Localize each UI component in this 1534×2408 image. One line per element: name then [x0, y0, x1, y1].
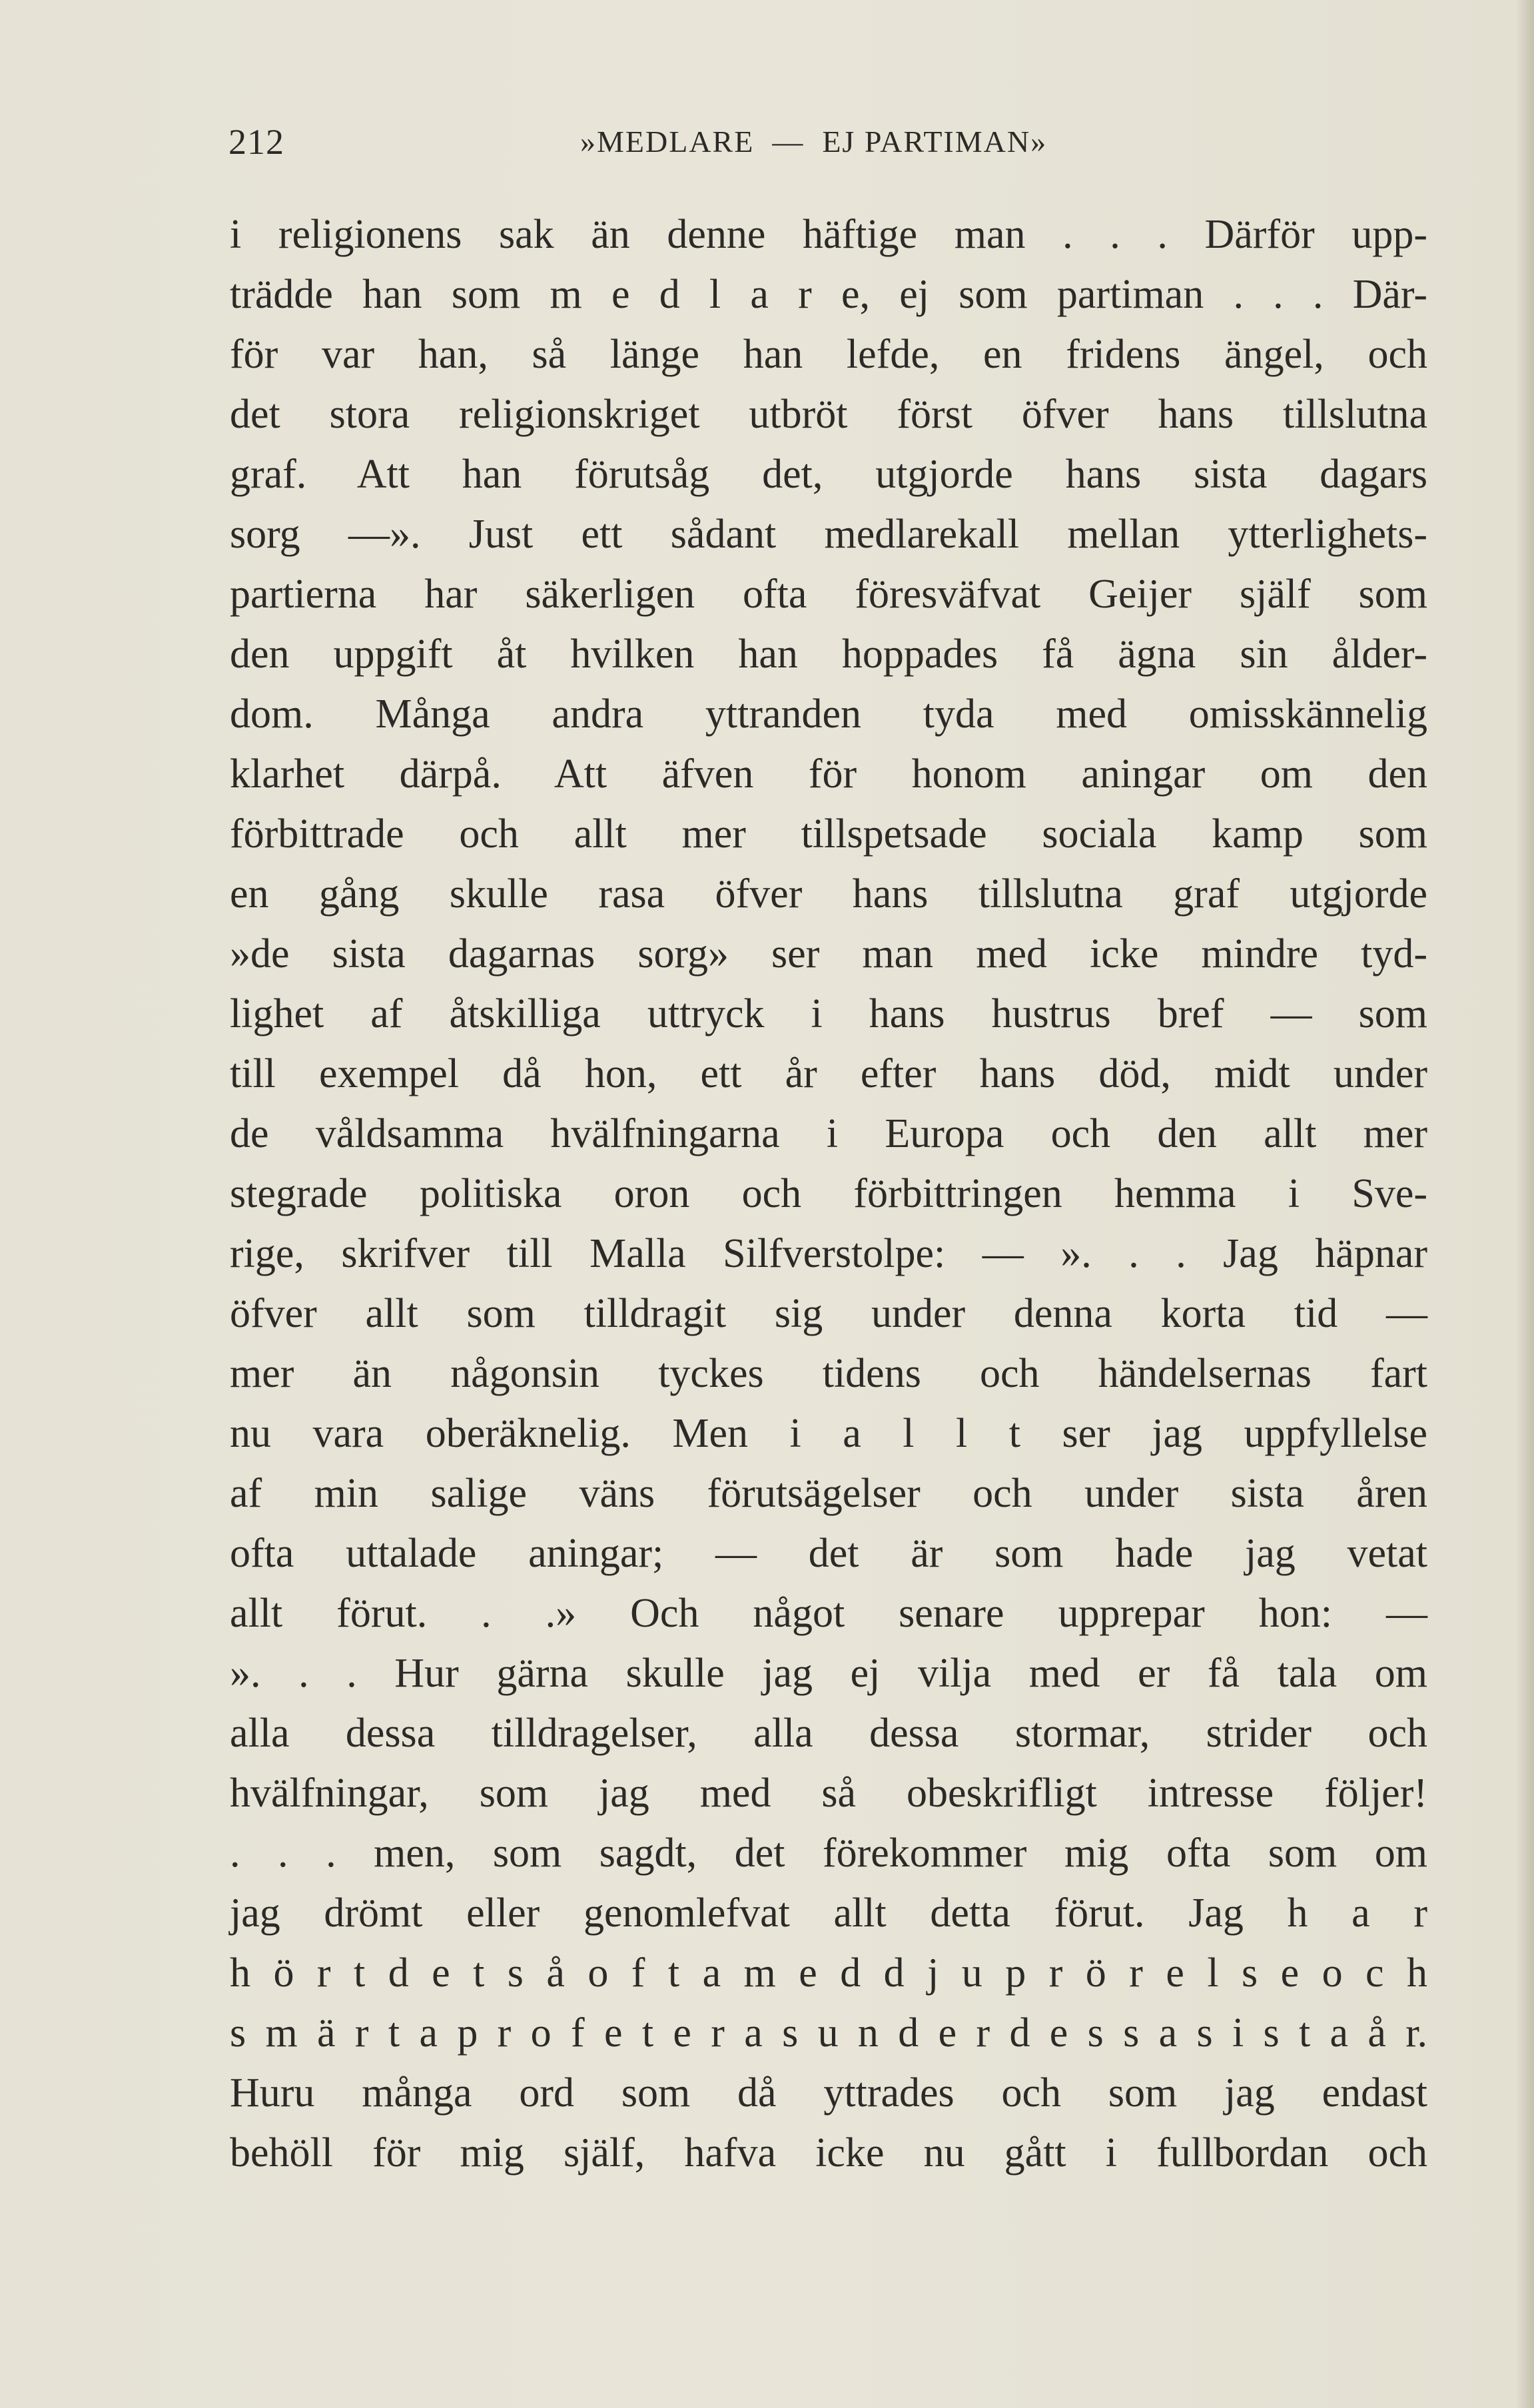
- text-line: »de sista dagarnas sorg» ser man med icke mindre tyd-: [230, 931, 1427, 977]
- text-line: till exempel då hon, ett år efter hans död, midt under: [230, 1051, 1427, 1096]
- text-line: af min salige väns förutsägelser och under sista åren: [230, 1471, 1427, 1516]
- text-line: ofta uttalade aningar; — det är som hade jag vetat: [230, 1531, 1427, 1576]
- text-line: partierna har säkerligen ofta föresväfvat Geijer själf som: [230, 572, 1427, 617]
- text-line: den uppgift åt hvilken han hoppades få ägna sin ålder-: [230, 631, 1427, 677]
- page-number: 212: [228, 122, 284, 162]
- text-line: mer än någonsin tyckes tidens och händelsernas fart: [230, 1351, 1427, 1396]
- text-line: sorg —». Just ett sådant medlarekall mellan ytterlighets-: [230, 512, 1427, 557]
- text-line: graf. Att han förutsåg det, utgjorde hans sista dagars: [230, 452, 1427, 497]
- text-line: jag drömt eller genomlefvat allt detta förut. Jag h a r: [230, 1890, 1427, 1936]
- page-edge-shadow: [1515, 0, 1534, 2408]
- text-line: dom. Många andra yttranden tyda med omisskännelig: [230, 691, 1427, 737]
- text-line: nu vara oberäknelig. Men i a l l t ser jag uppfyllelse: [230, 1411, 1427, 1456]
- text-line: lighet af åtskilliga uttryck i hans hustrus bref — som: [230, 991, 1427, 1036]
- text-line: trädde han som m e d l a r e, ej som partiman . . . Där-: [230, 272, 1427, 317]
- text-line: förbittrade och allt mer tillspetsade sociala kamp som: [230, 811, 1427, 857]
- text-line: Huru många ord som då yttrades och som jag endast: [230, 2070, 1427, 2116]
- text-line: allt förut. . .» Och något senare upprepar hon: —: [230, 1591, 1427, 1636]
- text-line: s m ä r t a p r o f e t e r a s u n d e r d e s s a s i s t a å r.: [230, 2010, 1427, 2056]
- text-line: . . . men, som sagdt, det förekommer mig ofta som om: [230, 1830, 1427, 1876]
- text-line: ». . . Hur gärna skulle jag ej vilja med er få tala om: [230, 1651, 1427, 1696]
- page-header: [228, 119, 1094, 165]
- text-line: de våldsamma hvälfningarna i Europa och den allt mer: [230, 1111, 1427, 1156]
- text-line: hvälfningar, som jag med så obeskrifligt intresse följer!: [230, 1771, 1427, 1816]
- text-line: för var han, så länge han lefde, en fridens ängel, och: [230, 332, 1427, 377]
- text-line: en gång skulle rasa öfver hans tillslutna graf utgjorde: [230, 871, 1427, 917]
- text-line: rige, skrifver till Malla Silfverstolpe: — ». . . Jag häpnar: [230, 1231, 1427, 1276]
- text-line: stegrade politiska oron och förbittringen hemma i Sve-: [230, 1171, 1427, 1216]
- text-line: alla dessa tilldragelser, alla dessa stormar, strider och: [230, 1711, 1427, 1756]
- text-line: det stora religionskriget utbröt först öfver hans tillslutna: [230, 392, 1427, 437]
- running-title: »MEDLARE — EJ PARTIMAN»: [580, 125, 1048, 159]
- text-line: behöll för mig själf, hafva icke nu gått i fullbordan och: [230, 2130, 1427, 2176]
- text-line: i religionens sak än denne häftige man . . . Därför upp-: [230, 212, 1427, 257]
- text-line: klarhet därpå. Att äfven för honom aningar om den: [230, 751, 1427, 797]
- body-text: [230, 204, 1427, 2183]
- text-line: öfver allt som tilldragit sig under denna korta tid —: [230, 1291, 1427, 1336]
- text-line: h ö r t d e t s å o f t a m e d d j u p r ö r e l s e o c h: [230, 1950, 1427, 1996]
